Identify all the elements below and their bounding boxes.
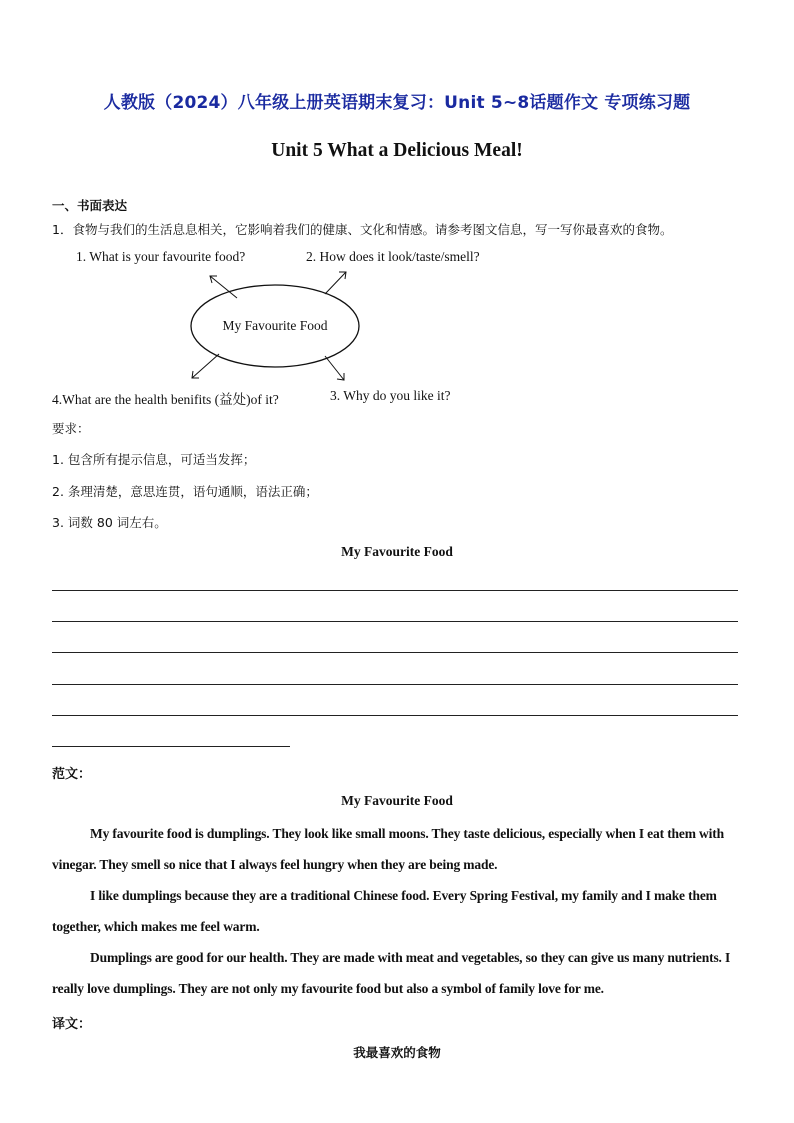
prompt-health-benefits: 4.What are the health benifits (益处)of it? [52, 392, 279, 407]
arrow-bottom-right [325, 356, 344, 380]
writing-title: My Favourite Food [341, 544, 453, 559]
question-text: 1．食物与我们的生活息息相关，它影响着我们的健康、文化和情感。请参考图文信息，写一写你最喜欢的食物。 [52, 222, 673, 237]
translation-heading: 译文： [52, 1017, 92, 1032]
requirement-item: 1. 包含所有提示信息，可适当发挥； [52, 452, 256, 467]
arrow-top-right [325, 272, 346, 294]
writing-line[interactable] [52, 715, 738, 716]
unit-title: Unit 5 What a Delicious Meal! [271, 140, 523, 161]
sample-heading: 范文： [52, 767, 92, 782]
sample-paragraph: I like dumplings because they are a traditional Chinese food. Every Spring Festival, my family and I make them together, which makes me feel warm. [52, 888, 717, 934]
writing-line[interactable] [52, 684, 738, 685]
diagram-center-label: My Favourite Food [222, 318, 328, 333]
document-title: 人教版（2024）八年级上册英语期末复习：Unit 5~8话题作文 专项练习题 [103, 93, 691, 113]
arrow-top-left [210, 276, 237, 298]
translation-title: 我最喜欢的食物 [353, 1045, 441, 1060]
writing-line[interactable] [52, 590, 738, 591]
sample-title: My Favourite Food [341, 793, 453, 808]
requirement-item: 3. 词数 80 词左右。 [52, 515, 167, 530]
requirements-heading: 要求： [52, 421, 90, 436]
prompt-why-like: 3. Why do you like it? [330, 388, 451, 403]
prompt-favourite-food: 1. What is your favourite food? [76, 249, 246, 264]
writing-line-short[interactable] [52, 746, 290, 747]
prompt-look-taste-smell: 2. How does it look/taste/smell? [306, 249, 480, 264]
writing-line[interactable] [52, 652, 738, 653]
section-heading: 一、书面表达 [52, 198, 128, 213]
arrow-bottom-left [192, 354, 219, 378]
sample-paragraph: Dumplings are good for our health. They are made with meat and vegetables, so they can give us many nutrients. I really love dumplings. They are not only my favourite food but also a symbol of family love for me. [52, 950, 731, 996]
writing-line[interactable] [52, 621, 738, 622]
requirement-item: 2. 条理清楚，意思连贯，语句通顺，语法正确； [52, 484, 318, 499]
mind-map-diagram [0, 0, 794, 420]
sample-paragraph: My favourite food is dumplings. They look like small moons. They taste delicious, especially when I eat them with vinegar. They smell so nice that I always feel hungry when they are being made. [52, 826, 724, 872]
